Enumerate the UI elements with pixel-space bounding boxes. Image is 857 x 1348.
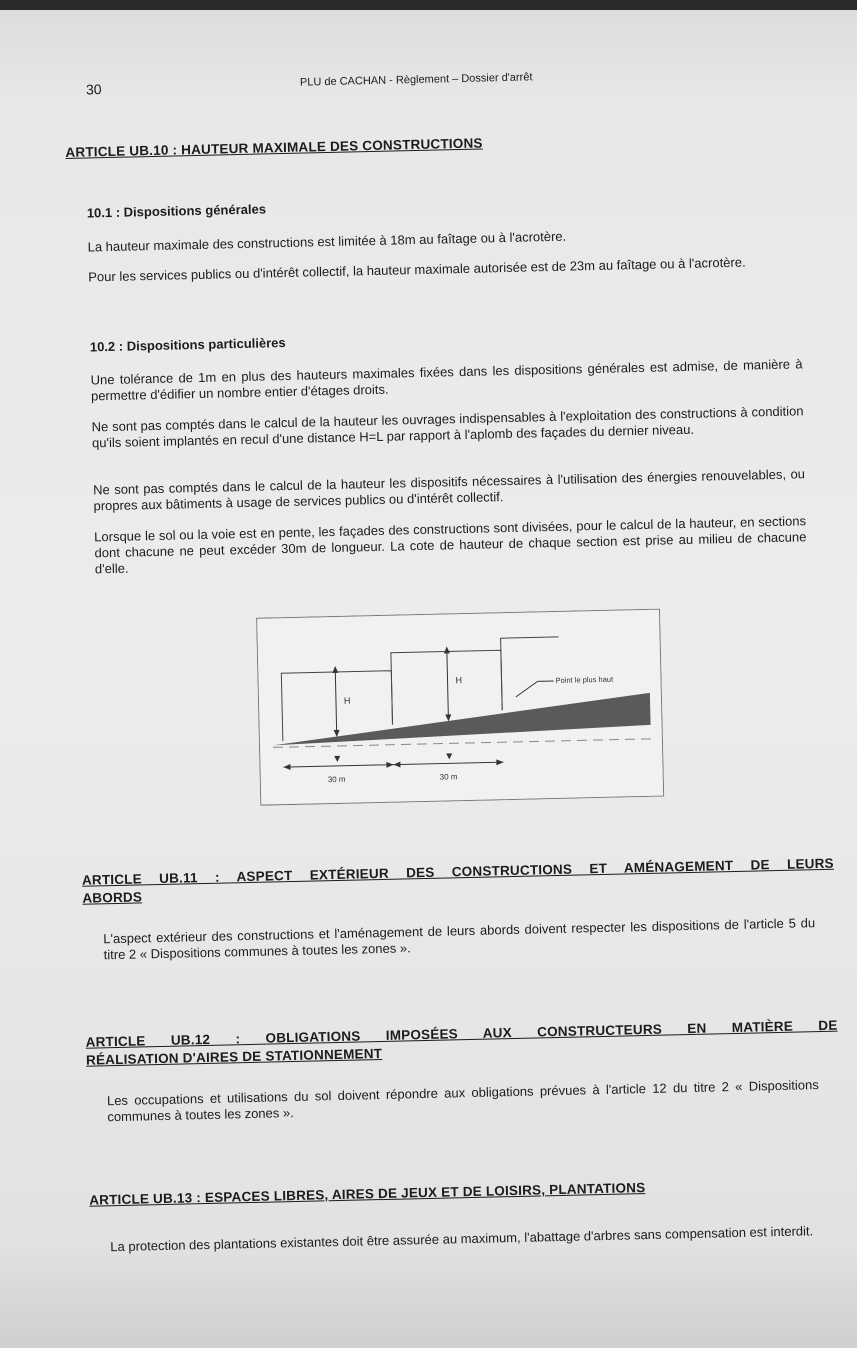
distance-label-2: 30 m [439, 772, 458, 782]
article-11-title-line-1: ARTICLE UB.11 : ASPECT EXTÉRIEUR DES CONSTRUCTIONS ET AMÉNAGEMENT DE LEURS [81, 855, 834, 888]
section-10-2-paragraph-1: Une tolérance de 1m en plus des hauteurs maximales fixées dans les dispositions générales est admise, de manière à permettre d'édifier un nombre entier d'étages droits. [90, 356, 803, 404]
running-title: PLU de CACHAN - Règlement – Dossier d'arrêt [299, 71, 533, 89]
article-12-title-line-2: RÉALISATION D'AIRES DE STATIONNEMENT [85, 1046, 383, 1068]
article-11-title-line-2: ABORDS [82, 889, 143, 906]
height-label-2: H [455, 675, 463, 686]
section-10-2-paragraph-4: Lorsque le sol ou la voie est en pente, les façades des constructions sont divisées, pour le calcul de la hauteur, en sections dont chacune ne peut excéder 30m de longueur. La cote de hauteur de chaque section est prise au milieu de chacune d'elle. [94, 513, 807, 577]
section-10-2-title: 10.2 : Dispositions particulières [89, 335, 286, 355]
section-10-2-paragraph-3: Ne sont pas comptés dans le calcul de la hauteur les dispositifs nécessaires à l'utilisation des énergies renouvelables, ou propres aux bâtiments à usage de services publics ou d'intérêt collectif. [92, 466, 806, 514]
diagram-svg [256, 609, 664, 806]
article-11-paragraph: L'aspect extérieur des constructions et l'aménagement de leurs abords doivent respecter les dispositions de l'article 5 du titre 2 « Dispositions communes à toutes les zones ». [103, 915, 816, 963]
height-label-1: H [343, 695, 351, 706]
article-12-title-line-1: ARTICLE UB.12 : OBLIGATIONS IMPOSÉES AUX CONSTRUCTEURS EN MATIÈRE DE [85, 1017, 838, 1050]
section-10-2-paragraph-2: Ne sont pas comptés dans le calcul de la hauteur les ouvrages indispensables à l'exploitation des constructions à condition qu'ils soient implantés en recul d'une distance H=L par rapport à l'aplomb des façades du dernier niveau. [91, 403, 804, 451]
scan-edge [0, 0, 857, 10]
section-10-1-paragraph-2: Pour les services publics ou d'intérêt collectif, la hauteur maximale autorisée est de 23m au faîtage ou à l'acrotère. [88, 254, 746, 285]
section-10-1-paragraph-1: La hauteur maximale des constructions est limitée à 18m au faîtage ou à l'acrotère. [87, 228, 567, 255]
page-number: 30 [85, 81, 102, 98]
article-12-paragraph: Les occupations et utilisations du sol doivent répondre aux obligations prévues à l'article 12 du titre 2 « Dispositions communes à toutes les zones ». [106, 1077, 819, 1125]
article-13-title: ARTICLE UB.13 : ESPACES LIBRES, AIRES DE JEUX ET DE LOISIRS, PLANTATIONS [89, 1180, 646, 1208]
distance-label-1: 30 m [327, 774, 346, 785]
section-10-1-title: 10.1 : Dispositions générales [86, 201, 267, 221]
highest-point-label: Point le plus haut [555, 674, 614, 685]
article-10-title: ARTICLE UB.10 : HAUTEUR MAXIMALE DES CONSTRUCTIONS [65, 135, 483, 160]
slope-height-diagram [256, 609, 664, 806]
article-13-paragraph: La protection des plantations existantes doit être assurée au maximum, l'abattage d'arbres sans compensation est interdit. [110, 1223, 814, 1255]
